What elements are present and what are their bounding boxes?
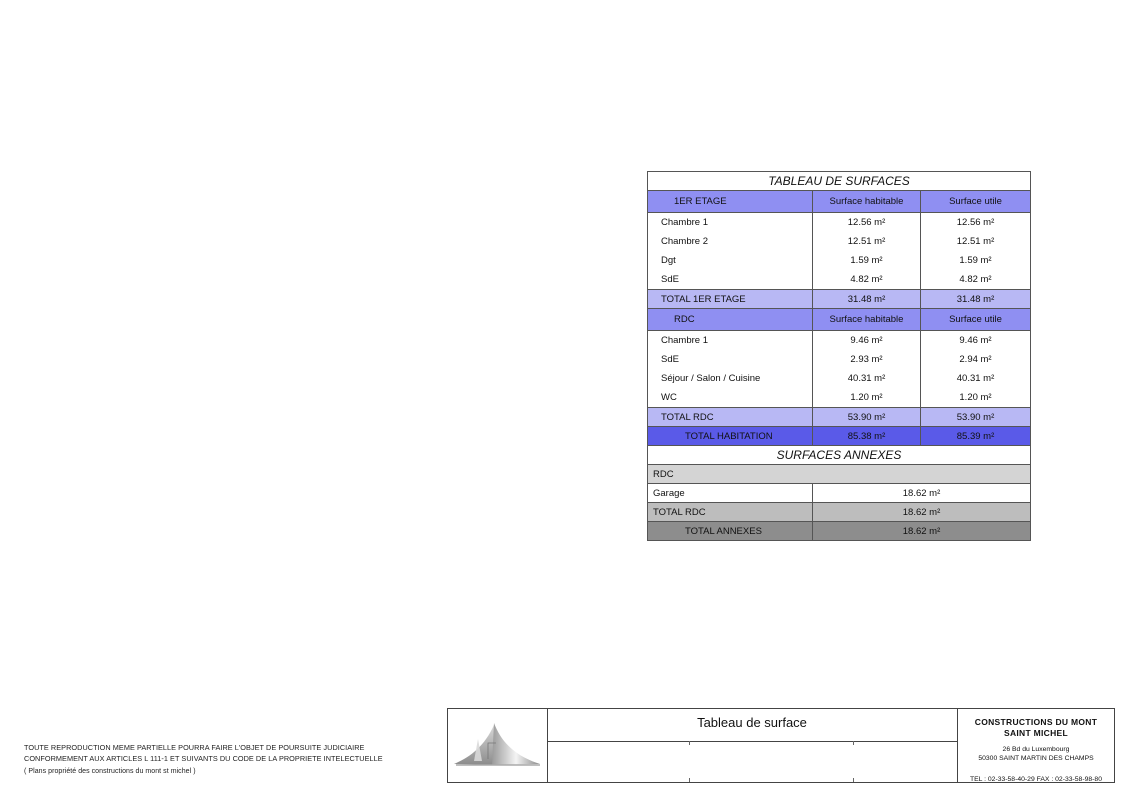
floor1-total-habitable: 31.48 m² (813, 290, 921, 309)
divider-tick (853, 778, 854, 782)
room-name: WC (648, 388, 813, 408)
floor1-total-utile: 31.48 m² (921, 290, 1031, 309)
room-name: SdE (648, 350, 813, 369)
annexes-rdc-total-label: TOTAL RDC (648, 503, 813, 522)
company-name-line-2: SAINT MICHEL (1003, 728, 1069, 738)
rdc-col-habitable: Surface habitable (813, 309, 921, 331)
habitation-total-habitable: 85.38 m² (813, 427, 921, 446)
habitation-total-row (648, 427, 1031, 446)
room-name: Séjour / Salon / Cuisine (648, 369, 813, 388)
room-name: Chambre 1 (648, 331, 813, 351)
room-habitable: 4.82 m² (813, 270, 921, 290)
table-row (648, 232, 1031, 251)
annexes-rdc-total-row (648, 503, 1031, 522)
habitation-total-label: TOTAL HABITATION (648, 427, 813, 446)
rdc-total-habitable: 53.90 m² (813, 408, 921, 427)
rdc-total-label: TOTAL RDC (648, 408, 813, 427)
room-habitable: 12.51 m² (813, 232, 921, 251)
annexes-rdc-total-value: 18.62 m² (813, 503, 1031, 522)
room-utile: 1.20 m² (921, 388, 1031, 408)
room-utile: 40.31 m² (921, 369, 1031, 388)
table-row (648, 213, 1031, 233)
table-row (648, 484, 1031, 503)
room-name: Chambre 1 (648, 213, 813, 233)
document-title: Tableau de surface (547, 709, 957, 742)
room-utile: 12.56 m² (921, 213, 1031, 233)
room-utile: 4.82 m² (921, 270, 1031, 290)
room-utile: 9.46 m² (921, 331, 1031, 351)
room-habitable: 1.20 m² (813, 388, 921, 408)
company-info (958, 709, 1114, 782)
annexes-total-row (648, 522, 1031, 541)
table-title: TABLEAU DE SURFACES (648, 172, 1031, 191)
room-habitable: 2.93 m² (813, 350, 921, 369)
room-name: SdE (648, 270, 813, 290)
table-row (648, 350, 1031, 369)
annexes-total-value: 18.62 m² (813, 522, 1031, 541)
divider-tick (689, 741, 690, 745)
table-title-row (648, 172, 1031, 191)
floor1-header-label: 1ER ETAGE (648, 191, 813, 213)
annexes-title: SURFACES ANNEXES (648, 446, 1031, 465)
room-name: Dgt (648, 251, 813, 270)
floor1-total-label: TOTAL 1ER ETAGE (648, 290, 813, 309)
table-row (648, 388, 1031, 408)
copyright-notice (24, 742, 434, 777)
notice-line-2: CONFORMEMENT AUX ARTICLES L 111-1 ET SUIVANTS DU CODE DE LA PROPRIETE INTELECTUELLE (24, 754, 383, 763)
room-habitable: 9.46 m² (813, 331, 921, 351)
floor1-header-row (648, 191, 1031, 213)
rdc-header-label: RDC (648, 309, 813, 331)
company-name (958, 717, 1114, 739)
room-habitable: 12.56 m² (813, 213, 921, 233)
notice-line-3: ( Plans propriété des constructions du mont st michel ) (24, 768, 196, 775)
surfaces-table (647, 171, 1031, 541)
room-habitable: 1.59 m² (813, 251, 921, 270)
room-utile: 1.59 m² (921, 251, 1031, 270)
logo-box (448, 709, 548, 782)
annex-name: Garage (648, 484, 813, 503)
room-habitable: 40.31 m² (813, 369, 921, 388)
table-row (648, 369, 1031, 388)
annexes-section-row (648, 465, 1031, 484)
floor1-total-row (648, 290, 1031, 309)
table-row (648, 331, 1031, 351)
room-utile: 2.94 m² (921, 350, 1031, 369)
title-block (447, 708, 1115, 783)
table-row (648, 270, 1031, 290)
rdc-header-row (648, 309, 1031, 331)
floor1-col-habitable: Surface habitable (813, 191, 921, 213)
address-line-1: 26 Bd du Luxembourg (1002, 746, 1070, 753)
divider-tick (689, 778, 690, 782)
company-name-line-1: CONSTRUCTIONS DU MONT (974, 717, 1098, 727)
divider-tick (853, 741, 854, 745)
company-contact: TEL : 02-33-58-40-29 FAX : 02-33-58-98-80 (970, 776, 1102, 783)
address-line-2: 50300 SAINT MARTIN DES CHAMPS (978, 755, 1094, 762)
habitation-total-utile: 85.39 m² (921, 427, 1031, 446)
floor1-col-utile: Surface utile (921, 191, 1031, 213)
rdc-total-utile: 53.90 m² (921, 408, 1031, 427)
annexes-title-row (648, 446, 1031, 465)
room-name: Chambre 2 (648, 232, 813, 251)
annexes-section-label: RDC (648, 465, 1031, 484)
annexes-total-label: TOTAL ANNEXES (648, 522, 813, 541)
notice-line-1: TOUTE REPRODUCTION MEME PARTIELLE POURRA FAIRE L'OBJET DE POURSUITE JUDICIAIRE (24, 743, 365, 752)
company-address (958, 745, 1114, 763)
rdc-total-row (648, 408, 1031, 427)
annex-value: 18.62 m² (813, 484, 1031, 503)
title-area (547, 709, 958, 782)
room-utile: 12.51 m² (921, 232, 1031, 251)
rdc-col-utile: Surface utile (921, 309, 1031, 331)
company-logo-icon (448, 709, 547, 782)
table-row (648, 251, 1031, 270)
